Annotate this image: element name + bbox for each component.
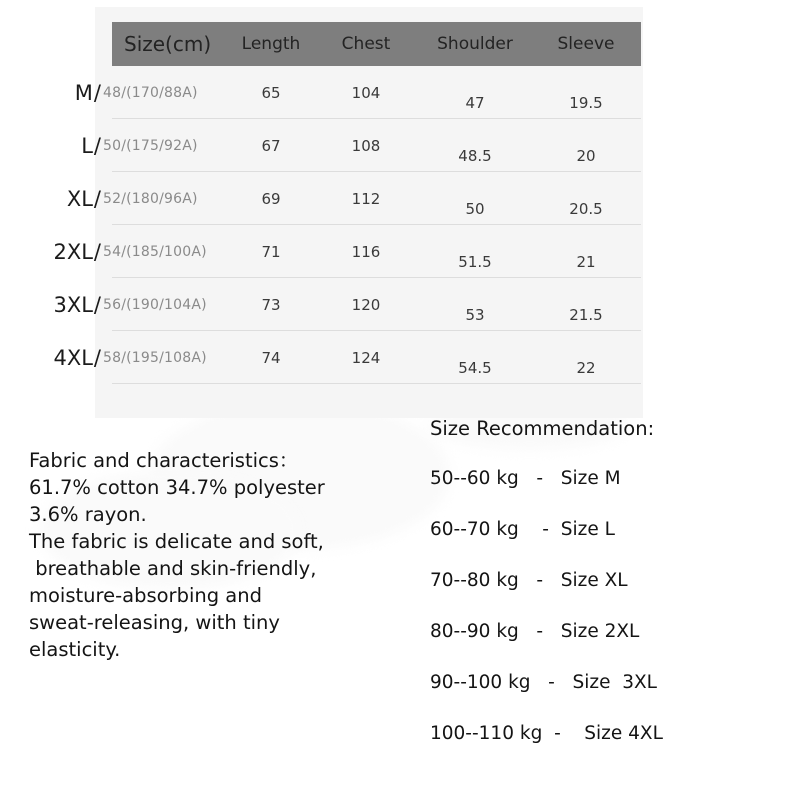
row-size-slash: / xyxy=(93,80,101,105)
row-size-code: 54/(185/100A) xyxy=(103,243,207,260)
cell-shoulder: 53 xyxy=(465,305,485,324)
cell-sleeve: 21.5 xyxy=(569,305,603,324)
row-size-code: 52/(180/96A) xyxy=(103,190,198,207)
cell-chest: 112 xyxy=(351,189,381,208)
fabric-characteristics-text xyxy=(29,447,409,663)
row-size-label xyxy=(0,172,101,225)
row-size-code: 58/(195/108A) xyxy=(103,349,207,366)
cell-chest: 108 xyxy=(351,136,381,155)
cell-length: 74 xyxy=(261,348,281,367)
row-size-code: 48/(170/88A) xyxy=(103,84,198,101)
row-size-code: 56/(190/104A) xyxy=(103,296,207,313)
fabric-text-line: 61.7% cotton 34.7% polyester xyxy=(29,476,325,499)
size-recommendation-title: Size Recommendation: xyxy=(430,417,655,440)
cell-shoulder: 50 xyxy=(465,199,485,218)
size-recommendation-row: 70--80 kg - Size XL xyxy=(430,570,628,591)
cell-length: 73 xyxy=(261,295,281,314)
cell-sleeve: 20.5 xyxy=(569,199,603,218)
cell-chest: 116 xyxy=(351,242,381,261)
cell-length: 69 xyxy=(261,189,281,208)
size-recommendation-row: 80--90 kg - Size 2XL xyxy=(430,621,640,642)
fabric-text-line: elasticity. xyxy=(29,638,121,661)
cell-chest: 104 xyxy=(351,83,381,102)
column-header-size: Size(cm) xyxy=(124,32,212,56)
cell-length: 71 xyxy=(261,242,281,261)
row-size-slash: / xyxy=(93,133,101,158)
table-row xyxy=(0,278,800,331)
size-recommendation-rows xyxy=(430,466,780,772)
column-header-shoulder: Shoulder xyxy=(437,34,513,54)
fabric-text-line: Fabric and characteristics： xyxy=(29,449,299,472)
row-size-slash: / xyxy=(93,292,101,317)
table-row xyxy=(0,119,800,172)
cell-chest: 124 xyxy=(351,348,381,367)
table-header-row xyxy=(0,22,800,66)
fabric-text-line: The fabric is delicate and soft, xyxy=(29,530,324,553)
table-row xyxy=(0,331,800,384)
size-recommendation-row: 50--60 kg - Size M xyxy=(430,468,621,489)
row-separator xyxy=(112,383,641,384)
fabric-text-line: moisture-absorbing and xyxy=(29,584,262,607)
table-row xyxy=(0,225,800,278)
table-row xyxy=(0,172,800,225)
cell-shoulder: 51.5 xyxy=(458,252,492,271)
cell-shoulder: 47 xyxy=(465,93,485,112)
cell-sleeve: 21 xyxy=(576,252,596,271)
cell-length: 65 xyxy=(261,83,281,102)
cell-sleeve: 22 xyxy=(576,358,596,377)
row-size-code: 50/(175/92A) xyxy=(103,137,198,154)
fabric-text-line: 3.6% rayon. xyxy=(29,503,147,526)
row-size-slash: / xyxy=(93,345,101,370)
column-header-chest: Chest xyxy=(341,34,391,54)
row-size-name: 3XL xyxy=(53,292,93,317)
cell-shoulder: 48.5 xyxy=(458,146,492,165)
row-size-label xyxy=(0,331,101,384)
row-size-name: M xyxy=(74,80,93,105)
cell-length: 67 xyxy=(261,136,281,155)
size-recommendation-block xyxy=(430,416,780,772)
row-size-slash: / xyxy=(93,239,101,264)
cell-chest: 120 xyxy=(351,295,381,314)
size-recommendation-row: 100--110 kg - Size 4XL xyxy=(430,723,663,744)
size-recommendation-row: 60--70 kg - Size L xyxy=(430,519,615,540)
row-size-name: L xyxy=(81,133,93,158)
row-size-label xyxy=(0,119,101,172)
row-size-label xyxy=(0,66,101,119)
row-size-slash: / xyxy=(93,186,101,211)
row-size-name: 4XL xyxy=(53,345,93,370)
fabric-text-line: sweat-releasing, with tiny xyxy=(29,611,280,634)
cell-shoulder: 54.5 xyxy=(458,358,492,377)
fabric-text-line: breathable and skin-friendly, xyxy=(29,557,317,580)
row-size-label xyxy=(0,278,101,331)
column-header-sleeve: Sleeve xyxy=(557,34,615,54)
cell-sleeve: 19.5 xyxy=(569,93,603,112)
row-size-name: 2XL xyxy=(53,239,93,264)
column-header-length: Length xyxy=(241,34,301,54)
table-row xyxy=(0,66,800,119)
cell-sleeve: 20 xyxy=(576,146,596,165)
row-size-label xyxy=(0,225,101,278)
row-size-name: XL xyxy=(66,186,93,211)
size-recommendation-row: 90--100 kg - Size 3XL xyxy=(430,672,657,693)
